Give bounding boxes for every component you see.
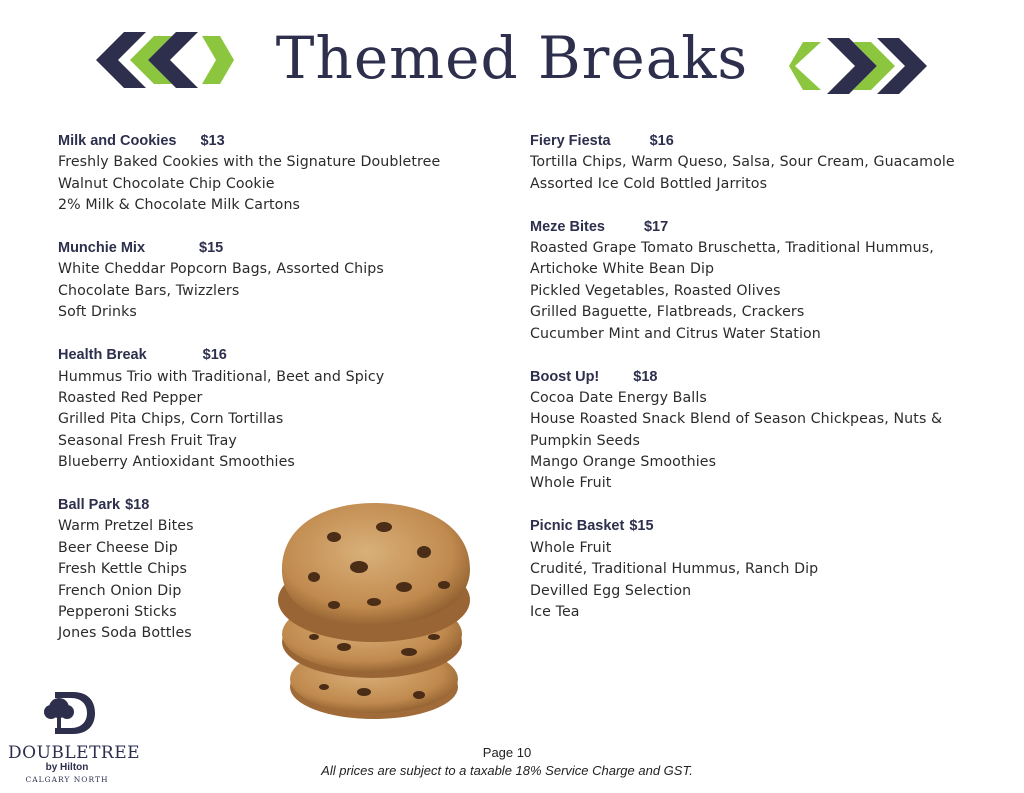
menu-item: Chocolate Bars, Twizzlers — [58, 282, 240, 299]
service-charge-note: All prices are subject to a taxable 18% Service Charge and GST. — [321, 763, 693, 778]
menu-item: Beer Cheese Dip — [58, 539, 178, 556]
section-name: Picnic Basket — [530, 518, 625, 535]
menu-item: Tortilla Chips, Warm Queso, Salsa, Sour Cream, Guacamole — [530, 154, 955, 171]
section-name: Health Break — [58, 347, 147, 364]
logo-sub: by Hilton — [45, 762, 89, 773]
menu-item: Roasted Red Pepper — [58, 389, 203, 406]
section-price: $16 — [202, 347, 227, 364]
menu-item: Crudité, Traditional Hummus, Ranch Dip — [530, 561, 819, 578]
section-heading — [58, 345, 518, 366]
section-name: Munchie Mix — [58, 240, 146, 257]
menu-item: White Cheddar Popcorn Bags, Assorted Chips — [58, 261, 384, 278]
section-heading — [530, 516, 1000, 537]
menu-item: Cocoa Date Energy Balls — [530, 389, 707, 406]
menu-item: Mango Orange Smoothies — [530, 454, 717, 471]
menu-item: Whole Fruit — [530, 475, 612, 492]
menu-column-right — [530, 131, 1000, 645]
menu-item: Whole Fruit — [530, 539, 612, 556]
section-heading — [530, 367, 1000, 388]
menu-item: Fresh Kettle Chips — [58, 561, 187, 578]
menu-section-boost-up — [530, 367, 1000, 495]
section-price: $13 — [200, 133, 225, 149]
menu-section-picnic-basket — [530, 516, 1000, 623]
section-price: $16 — [649, 133, 674, 149]
menu-section-health-break — [58, 345, 518, 473]
menu-item: House Roasted Snack Blend of Season Chickpeas, Nuts & — [530, 411, 943, 428]
menu-item: Assorted Ice Cold Bottled Jarritos — [530, 175, 768, 192]
menu-item: Blueberry Antioxidant Smoothies — [58, 454, 295, 471]
section-name: Milk and Cookies — [58, 133, 177, 149]
menu-item: Roasted Grape Tomato Bruschetta, Traditional Hummus, — [530, 240, 934, 257]
section-name: Ball Park — [58, 496, 121, 513]
menu-item: Pickled Vegetables, Roasted Olives — [530, 282, 781, 299]
menu-item: Freshly Baked Cookies with the Signature Doubletree — [58, 154, 441, 171]
menu-section-fiery-fiesta — [530, 131, 1000, 195]
menu-item: Cucumber Mint and Citrus Water Station — [530, 325, 821, 342]
doubletree-tree-icon — [37, 688, 97, 738]
chevron-right-decoration-icon — [787, 36, 939, 98]
section-price: $15 — [199, 240, 224, 257]
menu-item: Warm Pretzel Bites — [58, 518, 194, 535]
menu-section-milk-and-cookies — [58, 131, 518, 217]
page-number: Page 10 — [482, 745, 532, 760]
menu-section-munchie-mix — [58, 238, 518, 324]
menu-item: Pepperoni Sticks — [58, 603, 177, 620]
section-heading — [530, 131, 1000, 152]
menu-item: Walnut Chocolate Chip Cookie — [58, 175, 275, 192]
page-footer — [0, 743, 1024, 779]
menu-item: French Onion Dip — [58, 582, 182, 599]
menu-item: Pumpkin Seeds — [530, 432, 640, 449]
section-heading — [58, 131, 518, 152]
menu-item: Devilled Egg Selection — [530, 582, 692, 599]
logo-location: CALGARY NORTH — [25, 775, 109, 784]
page-title: Themed Breaks — [275, 24, 749, 92]
menu-item: 2% Milk & Chocolate Milk Cartons — [58, 197, 301, 214]
cookie-stack-image — [274, 497, 476, 725]
section-price: $17 — [643, 218, 669, 235]
menu-item: Grilled Pita Chips, Corn Tortillas — [58, 411, 284, 428]
menu-item: Grilled Baguette, Flatbreads, Crackers — [530, 304, 805, 321]
section-heading — [530, 217, 1000, 238]
section-price: $15 — [629, 518, 654, 535]
section-price: $18 — [633, 368, 658, 385]
menu-item: Artichoke White Bean Dip — [530, 261, 715, 278]
menu-section-meze-bites — [530, 217, 1000, 345]
menu-item: Soft Drinks — [58, 304, 137, 321]
menu-item: Seasonal Fresh Fruit Tray — [58, 432, 237, 449]
section-price: $18 — [125, 496, 150, 513]
section-name: Fiery Fiesta — [530, 133, 611, 149]
menu-item: Hummus Trio with Traditional, Beet and Spicy — [58, 368, 385, 385]
section-name: Meze Bites — [530, 218, 605, 235]
menu-item: Jones Soda Bottles — [58, 625, 192, 642]
section-name: Boost Up! — [530, 368, 600, 385]
section-heading — [58, 238, 518, 259]
menu-item: Ice Tea — [530, 603, 580, 620]
logo-brand: DOUBLETREE — [8, 743, 141, 763]
